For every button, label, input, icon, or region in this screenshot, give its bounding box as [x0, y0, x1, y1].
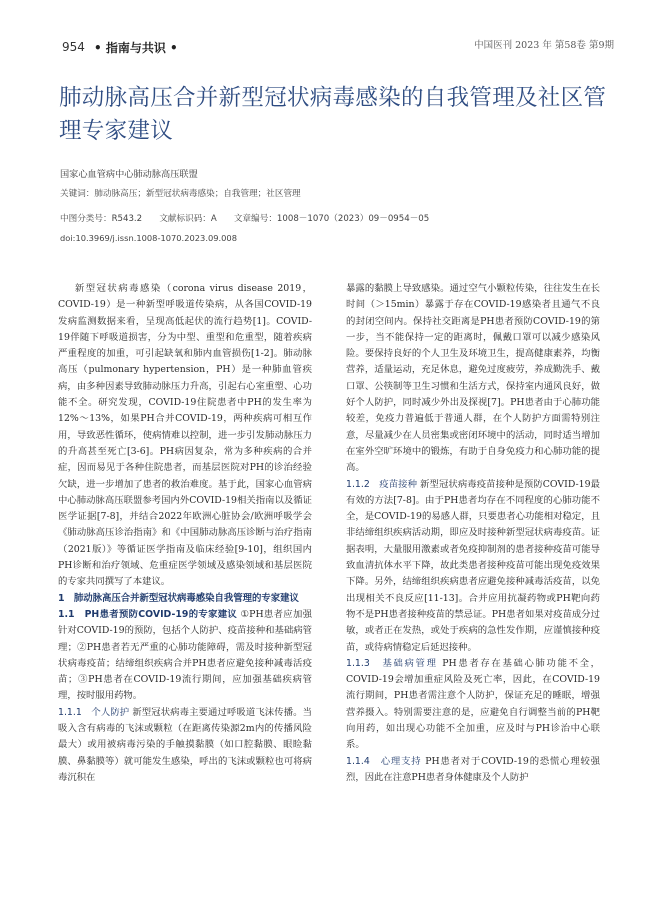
continued-paragraph: 暴露的黏膜上导致感染。通过空气小颗粒传染，往往发生在长时间（＞15min）暴露于存在COVID-19感染者且通气不良的封闭空间内。保持社交距离是PH患者预防COVID-19的第一步，当不能保持一定的距离时，佩戴口罩可以减少感染风险。要保持良好的个人卫生及环境卫生，提高健康素养，均衡营养，适量运动，充足休息，避免过度疲劳，养成勤洗手、戴口罩、公筷制等卫生习惯和生活方式，保持室内通风良好，做好个人防护，同时减少外出及探视[7]。PH患者由于心肺功能较差，免疫力普遍低于普通人群，在个人防护方面需特别注意，尽量减少在人员密集或密闭环境中的活动，同时适当增加在室外空旷环境中的锻炼，有助于自身免疫力和心肺功能的提高。 — [346, 283, 600, 474]
keywords: 关键词：肺动脉高压；新型冠状病毒感染；自我管理；社区管理 — [60, 189, 301, 199]
subsection-heading-1-1-2: 1.1.2 疫苗接种 — [346, 478, 418, 490]
subsection-heading-1-1-4: 1.1.4 心理支持 — [346, 755, 422, 767]
page-number: 954 — [62, 40, 85, 54]
intro-paragraph: 新型冠状病毒感染（corona virus disease 2019，COVID-19）是一种新型呼吸道传染病，从各国COVID-19发病监测数据来看，呈现高低起伏的流行趋势[1]。COVID-19伴随下呼吸道损害，分为中型、重型和危重型，随着疾病严重程度的加重，可引起缺氧和肺内血管损伤[1-2]。肺动脉高压（pulmonary hypertension，PH）是一种肺血管疾病，由多种因素导致肺动脉压力升高，引起右心室重塑、心功能不全。研究发现，COVID-19住院患者中PH的发生率为12%～13%，如果PH合并COVID-19，两种疾病可相互作用，导致恶性循环，使病情难以控制，进一步引发肺动脉压力的升高甚至死亡[3-6]。PH病因复杂，常为多种疾病的合并症，因而易见于各种住院患者，而基层医院对PH的诊治经验欠缺，进一步增加了患者的救治难度。基于此，国家心血管病中心肺动脉高压联盟参考国内外COVID-19相关指南以及循证医学证据[7-8]，并结合2022年欧洲心脏协会/欧洲呼吸学会《肺动脉高压诊治指南》和《中国肺动脉高压诊断与治疗指南（2021版）》等循证医学指南及临床经验[9-10]，组织国内PH诊断和治疗领域、危重症医学领域及感染领域和基层医院的专家共同撰写了本建议。 — [58, 283, 312, 588]
subsection-text-1-1-3: PH患者存在基础心肺功能不全，COVID-19会增加重症风险及死亡率，因此，在COVID-19流行期间，PH患者需注意个人防护，保证充足的睡眠，增强营养摄入。特别需要注意的是，应避免自行调整当前的PH靶向用药，如出现心功能不全加重，应及时与PH诊治中心联系。 — [346, 657, 600, 751]
subsection-heading-1-1-1: 1.1.1 个人防护 — [58, 706, 130, 718]
article-title: 肺动脉高压合并新型冠状病毒感染的自我管理及社区管理专家建议 — [59, 85, 607, 144]
section-tag: • 指南与共识 • — [94, 41, 178, 55]
subsection-heading-1-1: 1.1 PH患者预防COVID-19的专家建议 — [58, 608, 238, 620]
subsection-text-1-1-1: 新型冠状病毒主要通过呼吸道飞沫传播。当吸入含有病毒的飞沫或颗粒（在距离传染源2m内的传播风险最大）或用被病毒污染的手触摸黏膜（如口腔黏膜、眼睑黏膜、鼻黏膜等）就可能发生感染，呼出的飞沫或颗粒也可将病毒沉积在 — [58, 706, 312, 783]
author-line: 国家心血管病中心肺动脉高压联盟 — [60, 169, 198, 180]
left-column — [58, 281, 312, 786]
subsection-text-1-1-2: 新型冠状病毒疫苗接种是预防COVID-19最有效的方法[7-8]。由于PH患者均存在不同程度的心肺功能不全，是COVID-19的易感人群，只要患者心功能相对稳定，且非结缔组织疾病活动期，即应及时接种新型冠状病毒疫苗。证据表明，大量服用激素或者免疫抑制剂的患者接种疫苗可能导致血清抗体水平下降，故此类患者接种疫苗可能出现免疫效果下降。另外，结缔组织疾病患者应避免接种减毒活疫苗，以免出现相关不良反应[11-13]。合并应用抗凝药物或PH靶向药物不是PH患者接种疫苗的禁忌证。PH患者如果对疫苗成分过敏，或者正在发热，或处于疾病的急性发作期，应谨慎接种疫苗，或待病情稳定后延迟接种。 — [346, 478, 600, 653]
section-heading-1: 1 肺动脉高压合并新型冠状病毒感染自我管理的专家建议 — [58, 592, 299, 604]
subsection-text-1-1-4: PH患者对于COVID-19的恐慌心理较强烈，因此在注意PH患者身体健康及个人防护 — [346, 755, 600, 783]
right-column — [346, 281, 600, 786]
subsection-text-1-1: ①PH患者应加强针对COVID-19的预防，包括个人防护、疫苗接种和基础病管理；②PH患者若无严重的心肺功能障碍，需及时接种新型冠状病毒疫苗；结缔组织疾病合并PH患者应避免接种减毒活疫苗；③PH患者在COVID-19流行期间，应加强基础疾病管理，按时服用药物。 — [58, 608, 312, 702]
running-header — [62, 34, 614, 54]
subsection-heading-1-1-3: 1.1.3 基础病管理 — [346, 657, 438, 669]
journal-info: 中国医刊 2023 年 第58卷 第9期 — [474, 40, 614, 51]
classification-line: 中图分类号：R543.2 文献标识码：A 文章编号：1008－1070（2023）09－0954－05 — [60, 214, 430, 224]
doi: doi:10.3969/j.issn.1008-1070.2023.09.008 — [60, 233, 237, 243]
